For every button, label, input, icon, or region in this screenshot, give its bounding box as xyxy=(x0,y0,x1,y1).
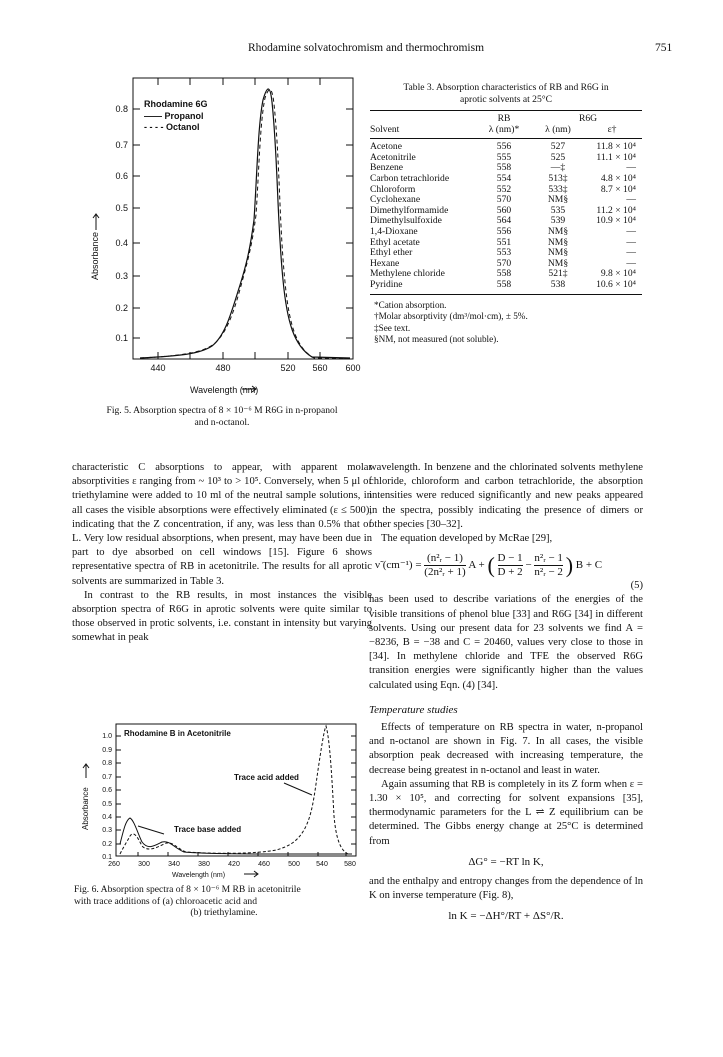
fig6-caption-line: (b) triethylamine. xyxy=(190,907,258,918)
table-cell: 556 xyxy=(496,225,512,237)
table-cell: Benzene xyxy=(370,162,404,174)
left-column-text xyxy=(72,461,372,646)
table3-footnote: §NM, not measured (not soluble). xyxy=(374,334,499,344)
table3-head xyxy=(370,114,642,135)
table3-group-r6g: R6G xyxy=(578,113,598,124)
paragraph: has been used to describe variations of the energies of the visible transitions of phenol blue [33] and R6G [34] in different solvents. Using our present data for 23 solvents we find A = −8236, B = −38 and C = 20460, values very close to those in [34]. In methylene chloride and TFE the observed R6G transition energies were significantly higher than the values calculated using Eqn. (4) [34]. xyxy=(369,594,643,691)
equation-gibbs: ΔG° = −RT ln K, xyxy=(468,855,544,868)
fig5-ylabel: Absorbance xyxy=(90,231,100,280)
table-row xyxy=(370,227,642,238)
fig6-ytick: 0.3 xyxy=(102,827,112,834)
fig6-ytick: 0.2 xyxy=(102,841,112,848)
table-row xyxy=(370,280,642,291)
fig6-caption xyxy=(74,884,374,919)
fig6-caption-line: Fig. 6. Absorption spectra of 8 × 10⁻⁶ M RB in acetonitrile xyxy=(74,884,301,895)
fig6-xlabel: Wavelength (nm) xyxy=(172,872,226,879)
fig6-xtick: 300 xyxy=(138,861,150,868)
eq5-lhs: ν̃ (cm⁻¹) = xyxy=(375,559,422,572)
table-cell: — xyxy=(626,236,636,248)
fig6-yarrow xyxy=(83,764,89,778)
fig6-ytick: 0.8 xyxy=(102,760,112,767)
table3-group-rb: RB xyxy=(497,113,511,124)
fig6-ylabel: Absorbance xyxy=(81,787,90,830)
table-cell: 558 xyxy=(496,268,512,280)
table-cell: 11.8 × 10⁴ xyxy=(596,141,636,153)
fig6-ytick: 0.6 xyxy=(102,787,112,794)
table-cell: 553 xyxy=(496,247,512,259)
eq5-f3-num: n²ᵣ − 1 xyxy=(534,552,563,565)
fig5-xtick: 600 xyxy=(345,363,361,373)
eq5-fraction-3 xyxy=(534,552,563,579)
fig5-xtick: 440 xyxy=(150,363,166,373)
eq5-fraction-1 xyxy=(424,552,465,579)
table3 xyxy=(370,110,642,346)
eq5-minus: − xyxy=(525,559,532,572)
table-cell: 538 xyxy=(550,278,566,290)
fig5-caption-line: and n-octanol. xyxy=(194,416,250,428)
fig6-xtick: 380 xyxy=(198,861,210,868)
table-cell: 521‡ xyxy=(548,268,568,280)
fig5-ytick: 0.1 xyxy=(115,333,128,343)
page-number: 751 xyxy=(655,42,673,54)
fig6-xtick: 420 xyxy=(228,861,240,868)
paragraph: and the enthalpy and entropy changes from the dependence of ln K on inverse temperature (Fig. 8), xyxy=(369,876,643,902)
fig5-yarrow xyxy=(93,214,99,230)
figure-5 xyxy=(80,70,370,400)
table3-col-rb: λ (nm)* xyxy=(488,123,520,135)
table-cell: — xyxy=(626,194,636,206)
section-heading: Temperature studies xyxy=(369,703,458,716)
fig5-legend-item: —— Propanol xyxy=(144,111,204,121)
eq5-mid: A + xyxy=(468,559,485,572)
table-cell: Cyclohexane xyxy=(370,194,421,206)
fig6-xtick: 540 xyxy=(316,861,328,868)
table3-col-r6g-epsilon: ε† xyxy=(607,123,617,135)
eq5-fraction-2 xyxy=(498,552,523,579)
fig5-ytick: 0.2 xyxy=(115,303,128,313)
table-cell: — xyxy=(626,247,636,259)
fig6-ytick: 0.5 xyxy=(102,801,112,808)
fig6-xtick: 460 xyxy=(258,861,270,868)
eq5-f2-den: D + 2 xyxy=(497,566,523,579)
table-cell: — xyxy=(626,257,636,269)
table3-body xyxy=(370,142,642,290)
table-cell: Carbon tetrachloride xyxy=(370,172,450,184)
table3-footnote: †Molar absorptivity (dm³/mol·cm), ± 5%. xyxy=(374,311,528,321)
fig6-ytick: 0.4 xyxy=(102,814,112,821)
fig6-acid-curve xyxy=(120,726,348,854)
table-cell: NM§ xyxy=(547,236,569,248)
table-cell: 9.8 × 10⁴ xyxy=(600,268,636,280)
table-cell: Ethyl acetate xyxy=(370,236,420,248)
fig5-ytick: 0.4 xyxy=(115,238,128,248)
eq5-f1-num: (n²ᵣ − 1) xyxy=(424,552,465,566)
equation-5: ν̃ (cm⁻¹) = $\frac{\text{(n²ᵣ − 1)}}{\text{(2n²ᵣ + 1)}}$ A + ( $\frac{D - 1}{D + 2}$ − $\frac{\text{n²ᵣ − 1}}{\text{n²ᵣ − 2}}$ ) B + C xyxy=(375,552,603,579)
table3-footnote: *Cation absorption. xyxy=(374,299,447,310)
paragraph: In contrast to the RB results, in most instances the visible absorption spectra of R6G in aprotic solvents were quite similar to those observed in protic solvents, i.e. constant in intensity but varying somewhat in peak xyxy=(72,589,372,644)
equation-lnk: ln K = −ΔH°/RT + ΔS°/R. xyxy=(448,910,564,923)
table3-footnotes xyxy=(370,300,642,346)
fig6-caption-line: with trace additions of (a) chloroacetic acid and xyxy=(74,895,257,907)
fig6-xarrow xyxy=(244,871,258,877)
right-column-text xyxy=(369,461,643,930)
table-cell: NM§ xyxy=(547,257,569,269)
fig5-xtick: 520 xyxy=(280,363,296,373)
fig5-ytick: 0.7 xyxy=(115,140,128,150)
fig6-base-label: Trace base added xyxy=(174,825,242,834)
table-cell: 11.2 × 10⁴ xyxy=(596,204,636,216)
table-cell: Ethyl ether xyxy=(370,247,413,259)
table-cell: 558 xyxy=(496,278,512,290)
table-cell: 551 xyxy=(496,236,512,248)
table-cell: 560 xyxy=(496,204,512,216)
fig5-caption-line: Fig. 5. Absorption spectra of 8 × 10⁻⁶ M R6G in n-propanol xyxy=(106,405,338,416)
table-cell: 555 xyxy=(496,151,512,163)
fig5-legend-item: - - - - Octanol xyxy=(144,122,200,132)
table-cell: NM§ xyxy=(547,194,569,206)
table3-title-line: Table 3. Absorption characteristics of RB and R6G in xyxy=(403,82,609,93)
eq5-tail: B + C xyxy=(575,559,603,572)
table-cell: Dimethylformamide xyxy=(370,204,449,216)
fig6-base-curve xyxy=(120,818,352,854)
fig6-acid-label: Trace acid added xyxy=(234,773,299,782)
paragraph: Again assuming that RB is completely in its Z form when ε = 1.30 × 10⁵, and correcting for solvent expansions [35], thermodynamic parameters for the L ⇌ Z equilibrium can be determined. The Gibbs energy change at 25°C is determined from xyxy=(369,778,643,847)
fig6-xtick: 340 xyxy=(168,861,180,868)
table-cell: 10.6 × 10⁴ xyxy=(596,278,636,290)
fig6-frame xyxy=(116,724,356,856)
fig5-ytick: 0.5 xyxy=(115,203,128,213)
table-cell: 564 xyxy=(496,215,512,227)
table-cell: 556 xyxy=(496,141,512,153)
table-cell: — xyxy=(626,225,636,237)
table-cell: — xyxy=(626,162,636,174)
table-cell: 513‡ xyxy=(548,172,568,184)
table-cell: 558 xyxy=(496,162,512,174)
fig6-ytick: 1.0 xyxy=(102,733,112,740)
table-row xyxy=(370,174,642,185)
table-cell: Acetone xyxy=(370,141,402,153)
fig6-title: Rhodamine B in Acetonitrile xyxy=(124,729,231,738)
table3-col-r6g-lambda: λ (nm) xyxy=(545,123,571,135)
table-cell: Methylene chloride xyxy=(370,268,445,280)
eq5-f3-den: n²ᵣ − 2 xyxy=(534,566,563,579)
table-cell: 4.8 × 10⁴ xyxy=(600,172,636,184)
table-cell: —‡ xyxy=(550,162,566,174)
table3-col-solvent: Solvent xyxy=(370,123,400,135)
paragraph: The equation developed by McRae [29], xyxy=(381,533,553,545)
table-cell: Pyridine xyxy=(370,278,403,290)
table-cell: 570 xyxy=(496,194,512,206)
fig6-ytick: 0.1 xyxy=(102,854,112,861)
table-cell: Acetonitrile xyxy=(370,151,416,163)
fig5-xtick: 480 xyxy=(215,363,231,373)
fig5-ytick: 0.6 xyxy=(115,171,128,181)
table-cell: 527 xyxy=(550,141,566,153)
table-cell: 554 xyxy=(496,172,512,184)
table-cell: Hexane xyxy=(370,257,400,269)
table-cell: 525 xyxy=(550,151,566,163)
paragraph: Effects of temperature on RB spectra in water, n-propanol and n-octanol are shown in Fig. 7. In all cases, the visible absorption peak decreased with increasing temperature, the decrease being greatest in n-octanol and least in water. xyxy=(369,722,643,776)
table-cell: 1,4-Dioxane xyxy=(370,225,418,237)
table-cell: 535 xyxy=(550,204,566,216)
table-cell: 533‡ xyxy=(548,183,568,195)
figure-6 xyxy=(76,720,376,880)
fig5-legend-title: Rhodamine 6G xyxy=(144,99,208,109)
eq5-f1-den: (2n²ᵣ + 1) xyxy=(424,566,466,579)
table-cell: 552 xyxy=(496,183,512,195)
table-cell: 570 xyxy=(496,257,512,269)
table3-title xyxy=(370,82,642,105)
fig5-ytick: 0.8 xyxy=(115,104,128,114)
table-cell: 539 xyxy=(550,215,566,227)
equation-number: (5) xyxy=(630,580,643,592)
fig5-caption xyxy=(72,405,372,428)
table-cell: 10.9 × 10⁴ xyxy=(596,215,636,227)
fig6-xtick: 500 xyxy=(288,861,300,868)
table-cell: Dimethylsulfoxide xyxy=(370,215,442,227)
running-title: Rhodamine solvatochromism and thermochromism xyxy=(248,42,485,54)
fig5-xtick: 560 xyxy=(312,363,328,373)
table-cell: 8.7 × 10⁴ xyxy=(600,183,636,195)
fig5-ytick: 0.3 xyxy=(115,271,128,281)
fig6-ytick: 0.7 xyxy=(102,774,112,781)
paragraph: characteristic C absorptions to appear, with apparent molar absorptivities ε ranging from ~ 10³ to > 10⁵. Conversely, when 5 μl of triethylamine were added to 10 ml of the neutral sample solutions, in all cases the visible absorptions were effectively eliminated (ε ≤ 500), indicating that the Z concentration, if any, was less than 0.5% that of L. Very low residual absorptions, when present, may have been due in part to dye absorbed on cell windows [15]. Figure 6 shows representative spectra of RB in acetonitrile. The results for all aprotic solvents are summarized in Table 3. xyxy=(72,462,372,587)
fig6-xtick: 580 xyxy=(344,861,356,868)
table-cell: Chloroform xyxy=(370,183,416,195)
table3-footnote: ‡See text. xyxy=(374,322,411,333)
paragraph: wavelength. In benzene and the chlorinated solvents methylene chloride, chloroform and carbon tetrachloride, the absorption intensities were reduced significantly and new peaks appeared in the spectra, possibly indicating the presence of dimers or other species [30–32]. xyxy=(369,462,643,530)
table3-title-line: aprotic solvents at 25°C xyxy=(459,93,553,105)
fig5-xlabel: Wavelength (nm) xyxy=(190,385,259,395)
table-cell: NM§ xyxy=(547,247,569,259)
fig6-ytick: 0.9 xyxy=(102,747,112,754)
table-cell: NM§ xyxy=(547,225,569,237)
eq5-f2-num: D − 1 xyxy=(497,552,523,565)
table-cell: 11.1 × 10⁴ xyxy=(596,151,636,163)
fig6-xtick: 260 xyxy=(108,861,120,868)
